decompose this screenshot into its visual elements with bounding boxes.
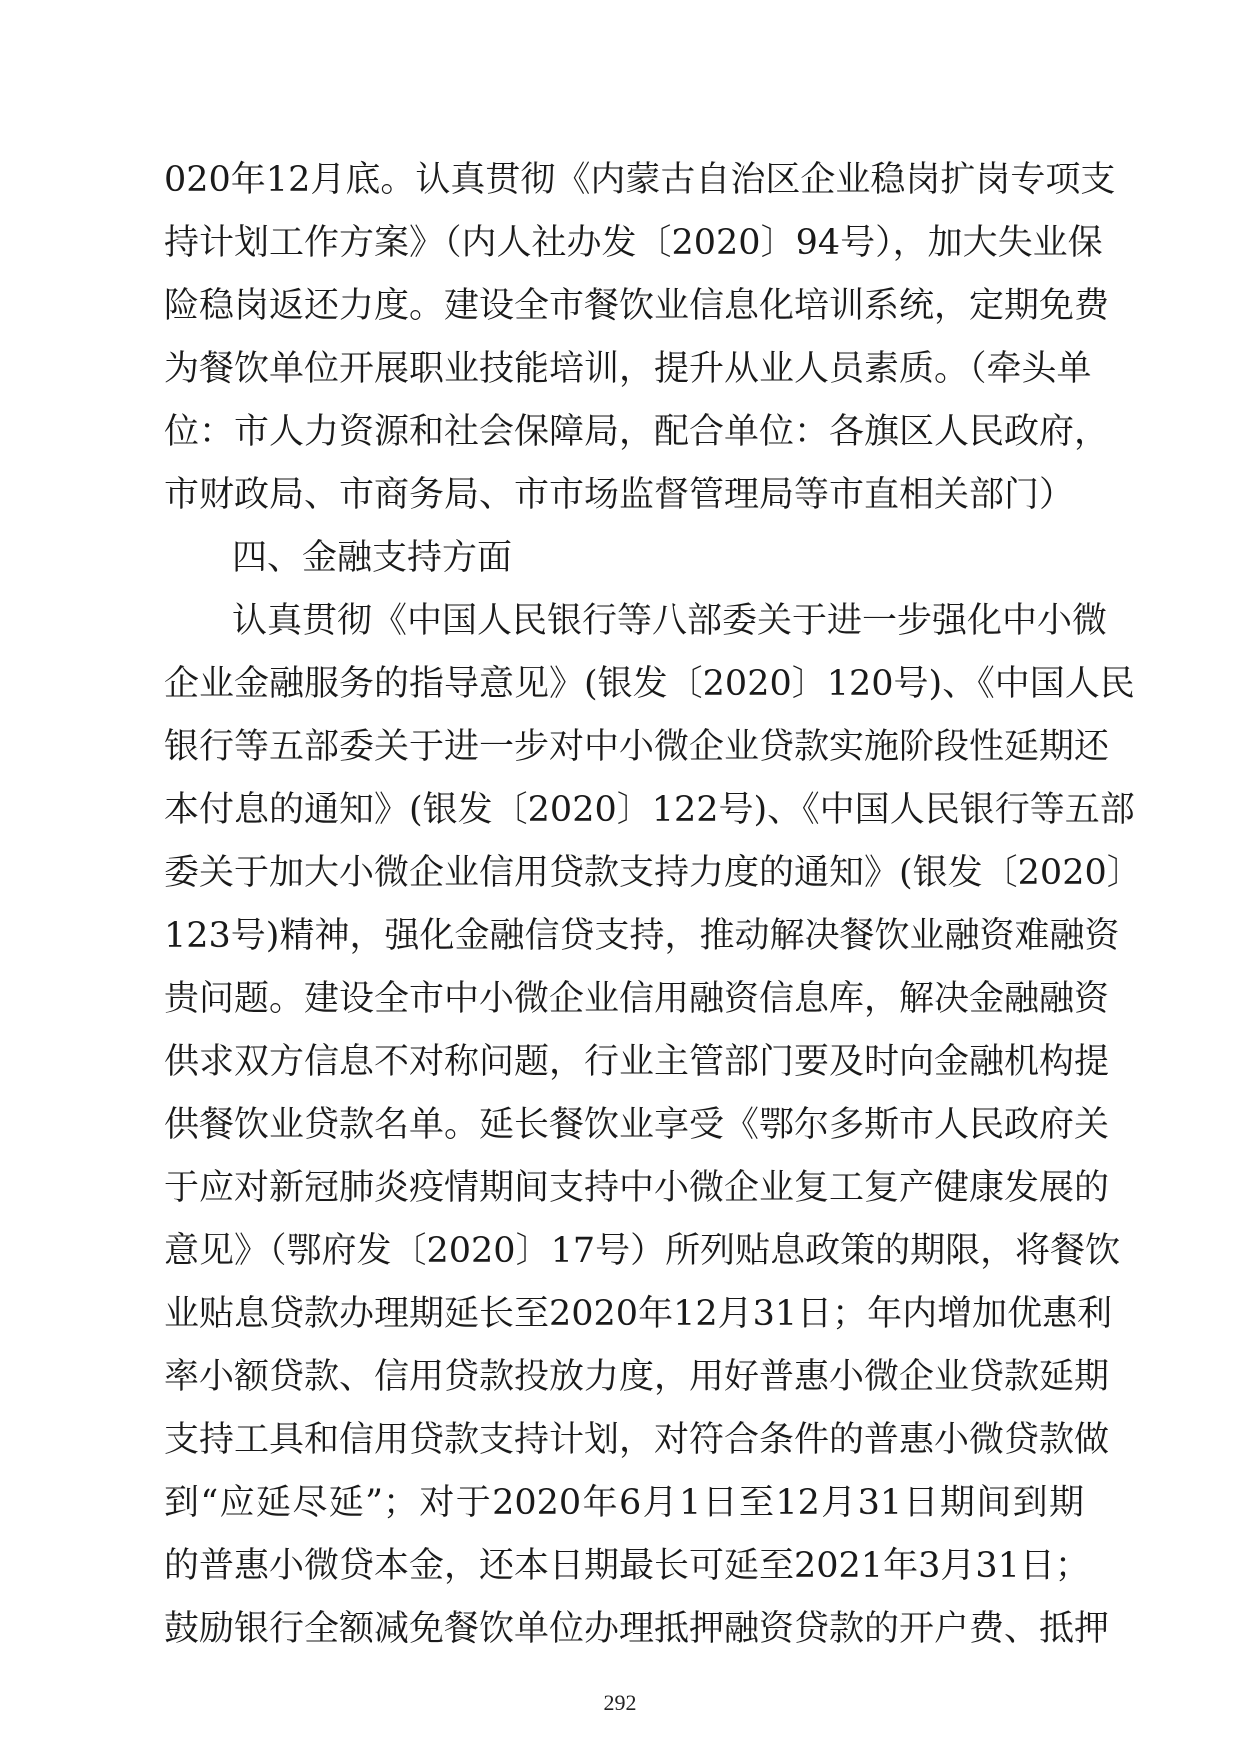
body-text-line: 市财政局、市商务局、市市场监督管理局等市直相关部门） <box>164 475 1075 515</box>
body-text-line: 位：市人力资源和社会保障局，配合单位：各旗区人民政府， <box>164 412 1110 452</box>
body-text-line: 险稳岗返还力度。建设全市餐饮业信息化培训系统，定期免费 <box>164 286 1110 326</box>
body-text-line: 为餐饮单位开展职业技能培训，提升从业人员素质。（牵头单 <box>164 349 1092 389</box>
section-heading: 四、金融支持方面 <box>232 538 513 578</box>
body-text-line: 到“应延尽延”；对于2020年6月1日至12月31日期间到期 <box>164 1483 1084 1523</box>
body-text-line: 020年12月底。认真贯彻《内蒙古自治区企业稳岗扩岗专项支 <box>164 160 1116 200</box>
body-text-line: 鼓励银行全额减免餐饮单位办理抵押融资贷款的开户费、抵押 <box>164 1609 1110 1649</box>
body-text-line: 认真贯彻《中国人民银行等八部委关于进一步强化中小微 <box>232 601 1108 641</box>
body-text-line: 本付息的通知》(银发〔2020〕122号)、《中国人民银行等五部 <box>164 790 1135 830</box>
body-text-line: 率小额贷款、信用贷款投放力度，用好普惠小微企业贷款延期 <box>164 1357 1110 1397</box>
body-text-line: 企业金融服务的指导意见》(银发〔2020〕120号)、《中国人民 <box>164 664 1135 704</box>
body-text-line: 贵问题。建设全市中小微企业信用融资信息库，解决金融融资 <box>164 979 1110 1019</box>
page-number: 292 <box>603 1690 637 1715</box>
body-text-line: 于应对新冠肺炎疫情期间支持中小微企业复工复产健康发展的 <box>164 1168 1110 1208</box>
body-text-line: 供求双方信息不对称问题，行业主管部门要及时向金融机构提 <box>164 1042 1110 1082</box>
body-text-line: 支持工具和信用贷款支持计划，对符合条件的普惠小微贷款做 <box>164 1420 1110 1460</box>
body-text-line: 业贴息贷款办理期延长至2020年12月31日；年内增加优惠利 <box>164 1294 1113 1334</box>
body-text-line: 123号)精神，强化金融信贷支持，推动解决餐饮业融资难融资 <box>164 916 1120 956</box>
body-text-line: 持计划工作方案》（内人社办发〔2020〕94号），加大失业保 <box>164 223 1103 263</box>
body-text-line: 供餐饮业贷款名单。延长餐饮业享受《鄂尔多斯市人民政府关 <box>164 1105 1110 1145</box>
body-text-line: 意见》（鄂府发〔2020〕17号）所列贴息政策的期限，将餐饮 <box>164 1231 1121 1271</box>
body-text-line: 银行等五部委关于进一步对中小微企业贷款实施阶段性延期还 <box>164 727 1110 767</box>
body-text-line: 的普惠小微贷本金，还本日期最长可延至2021年3月31日； <box>164 1546 1090 1586</box>
body-text-line: 委关于加大小微企业信用贷款支持力度的通知》(银发〔2020〕 <box>164 853 1142 893</box>
